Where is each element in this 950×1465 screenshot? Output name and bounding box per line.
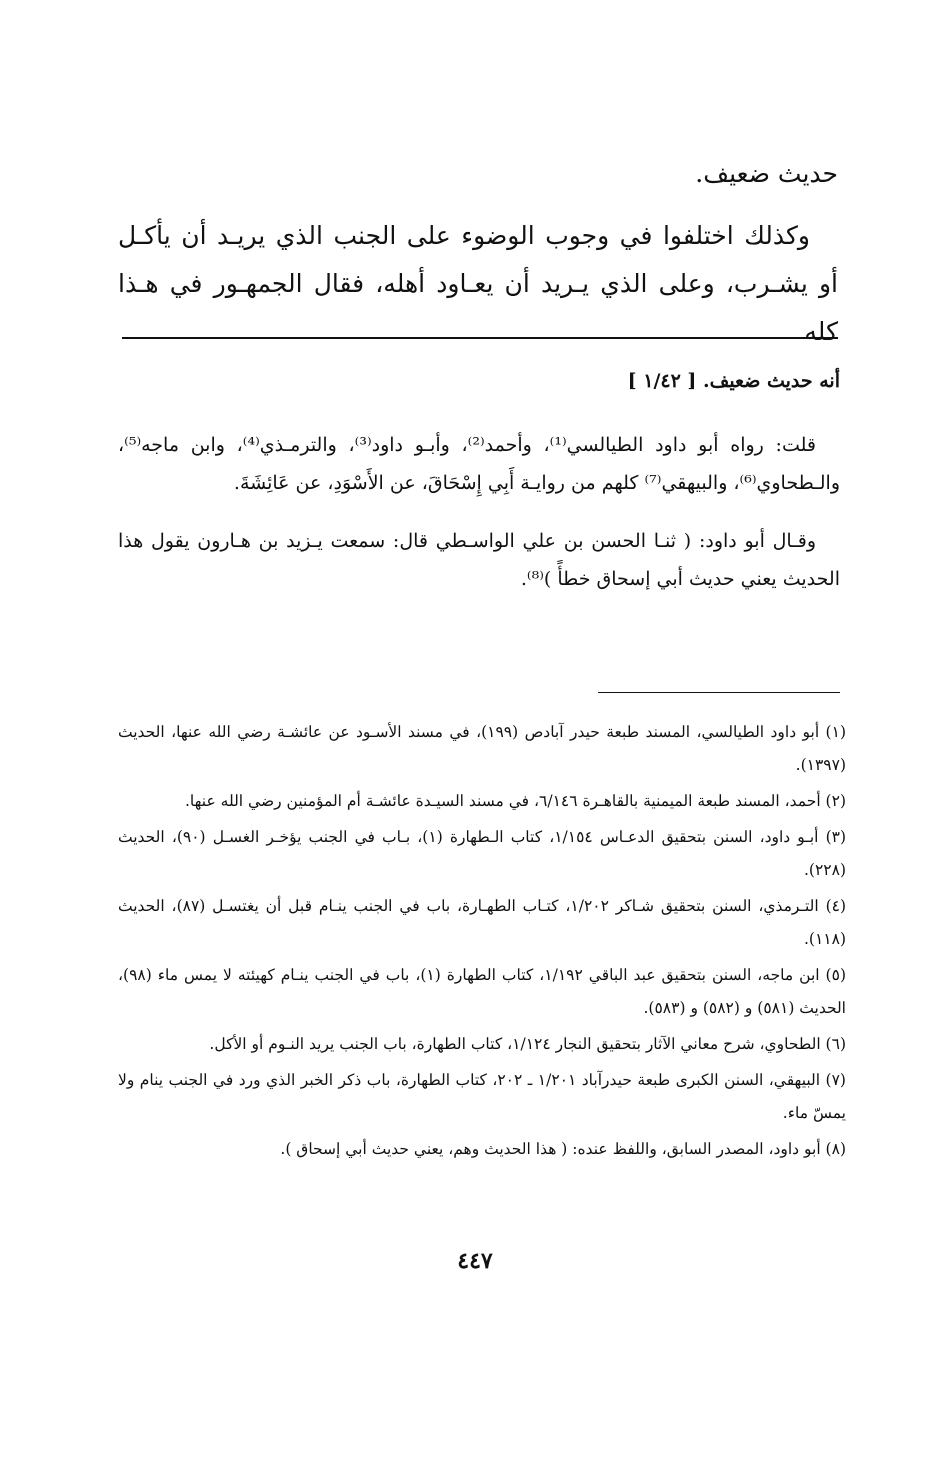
page-number: ٤٤٧ — [457, 1248, 493, 1274]
footnote-1: (١) أبو داود الطيالسي، المسند طبعة حيدر آبادص (١٩٩)، في مسند الأسـود عن عائشـة رضي الله عنها، الحديث (١٣٩٧). — [118, 723, 846, 774]
footnote-6: (٦) الطحاوي، شرح معاني الآثار بتحقيق النجار ١/١٢٤، كتاب الطهارة، باب الجنب يريد النـوم أو الأكل. — [209, 1035, 846, 1053]
commentary-paragraph-2: وقـال أبو داود: ( ثنـا الحسن بن علي الواسـطي قال: سمعت يـزيد بن هـارون يقول هذا الحديث يعني حديث أبي إسحاق خطأً )⁽⁸⁾. — [118, 530, 840, 590]
commentary-paragraph-1: قلت: رواه أبو داود الطيالسي⁽¹⁾، وأحمد⁽²⁾، وأبـو داود⁽³⁾، والترمـذي⁽⁴⁾، وابن ماجه⁽⁵⁾، والـطحاوي⁽⁶⁾، والبيهقي⁽⁷⁾ كلهم من روايـة أَبِي إِسْحَاقَ، عن الأَسْوَدِ، عن عَائِشَةَ. — [118, 434, 840, 494]
main-text — [118, 150, 838, 356]
commentary-grading: أنه حديث ضعيف. [ ١/٤٢ ] — [627, 370, 840, 392]
main-paragraph: وكذلك اختلفوا في وجوب الوضوء على الجنب الذي يريـد أن يأكـل أو يشـرب، وعلى الذي يـريد أن يعـاود أهله، فقال الجمهـور في هـذا كله — [118, 221, 838, 346]
footnote-3: (٣) أبـو داود، السنن بتحقيق الدعـاس ١/١٥٤، كتاب الـطهارة (١)، بـاب في الجنب يؤخـر الغسـل (٩٠)، الحديث (٢٢٨). — [118, 828, 847, 879]
footnote-8: (٨) أبو داود، المصدر السابق، واللفظ عنده: ( هذا الحديث وهم، يعني حديث أبي إسحاق ). — [280, 1140, 846, 1158]
commentary — [118, 362, 840, 622]
footnote-5: (٥) ابن ماجه، السنن بتحقيق عبد الباقي ١/١٩٢، كتاب الطهارة (١)، باب في الجنب ينـام كهيئته لا يمس ماء (٩٨)، الحديث (٥٨١) و (٥٨٢) و (٥٨٣). — [118, 966, 846, 1017]
footnotes — [118, 716, 846, 1169]
footnote-separator-rule — [598, 692, 840, 693]
footnote-7: (٧) البيهقي، السنن الكبرى طبعة حيدرآباد ١/٢٠١ ـ ٢٠٢، كتاب الطهارة، باب ذكر الخبر الذي ورد في الجنب ينام ولا يمسّ ماء. — [118, 1071, 846, 1122]
main-separator-rule — [122, 337, 838, 339]
main-heading: حديث ضعيف. — [695, 159, 838, 188]
footnote-2: (٢) أحمد، المسند طبعة الميمنية بالقاهـرة ٦/١٤٦، في مسند السيـدة عائشـة أم المؤمنين رضي الله عنها. — [185, 792, 846, 810]
footnote-4: (٤) التـرمذي، السنن بتحقيق شـاكر ١/٢٠٢، كتـاب الطهـارة، باب في الجنب ينـام قبل أن يغتسـل (٨٧)، الحديث (١١٨). — [118, 897, 847, 948]
